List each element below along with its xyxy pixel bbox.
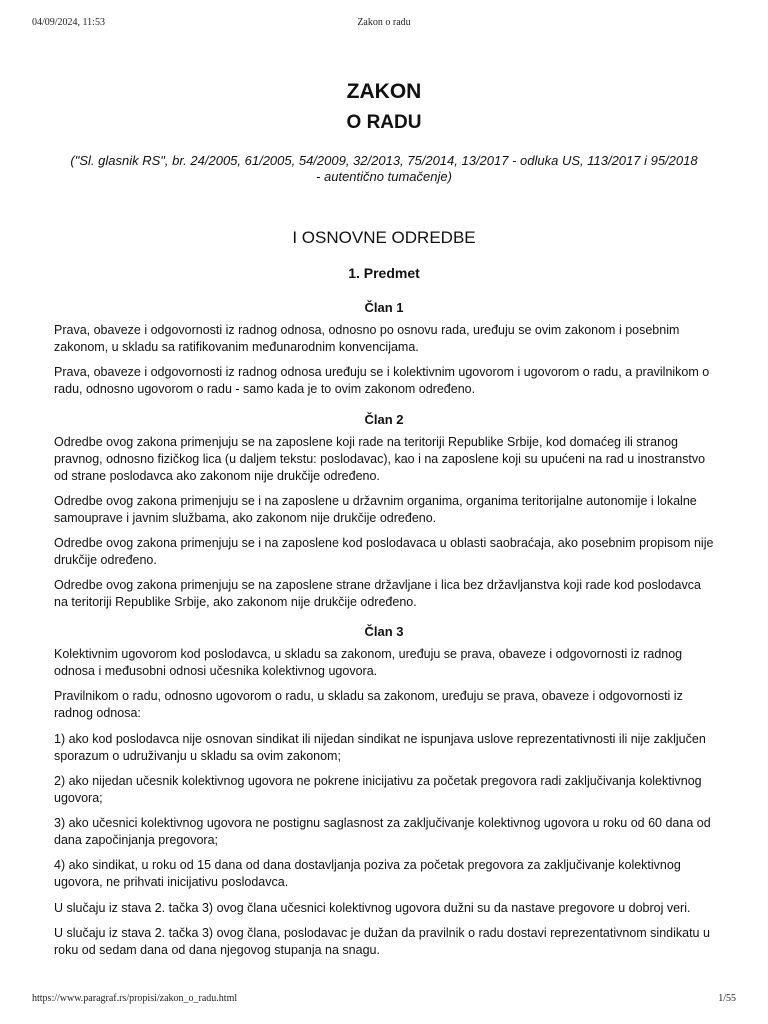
paragraph: Prava, obaveze i odgovornosti iz radnog odnosa, odnosno po osnovu rada, uređuju se ovim zakonom i posebnim zakonom, u skladu sa ratifikovanim međunarodnim konvencijama.: [54, 323, 680, 354]
page-number: 1/55: [718, 993, 736, 1004]
list-item: 2) ako nijedan učesnik kolektivnog ugovora ne pokrene inicijativu za početak pregovora radi zaključivanja kolektivnog ugovora;: [54, 774, 702, 805]
paragraph: U slučaju iz stava 2. tačka 3) ovog člana učesnici kolektivnog ugovora dužni su da nastave pregovore u dobroj veri.: [54, 901, 691, 915]
paragraph: Odredbe ovog zakona primenjuju se na zaposlene strane državljane i lica bez državljanstva koji rade kod poslodavca na teritoriji Republike Srbije, ako zakonom nije drukčije određeno.: [54, 578, 701, 609]
paragraph: Odredbe ovog zakona primenjuju se na zaposlene koji rade na teritoriji Republike Srbije, kod domaćeg ili stranog pravnog, odnosno fizičkog lica (u daljem tekstu: poslodavac), kao i na zaposlene koji su upućeni na rad u inostranstvo od strane poslodavca ako zakonom nije drukčije određeno.: [54, 435, 706, 483]
article-heading-2: Član 2: [364, 412, 404, 427]
paragraph: Odredbe ovog zakona primenjuju se i na zaposlene u državnim organima, organima teritorijalne autonomije i lokalne samouprave i javnim službama, ako zakonom nije drukčije određeno.: [54, 494, 697, 525]
section-heading: I OSNOVNE ODREDBE: [292, 228, 476, 247]
print-footer: [32, 993, 736, 1007]
source-url: https://www.paragraf.rs/propisi/zakon_o_radu.html: [32, 993, 238, 1004]
paragraph: Prava, obaveze i odgovornosti iz radnog odnosa uređuju se i kolektivnim ugovorom i ugovorom o radu, a pravilnikom o radu, odnosno ugovorom o radu - samo kada je to ovim zakonom određeno.: [54, 365, 710, 396]
paragraph: Pravilnikom o radu, odnosno ugovorom o radu, u skladu sa zakonom, uređuju se prava, obaveze i odgovornosti iz radnog odnosa:: [54, 689, 683, 720]
document-title: ZAKON: [346, 80, 422, 103]
article-heading-1: Član 1: [364, 300, 404, 315]
gazette-reference: [54, 153, 714, 185]
article-heading-3: Član 3: [364, 624, 404, 639]
print-datetime: 04/09/2024, 11:53: [32, 17, 105, 28]
print-page-title: Zakon o radu: [357, 17, 411, 28]
list-item: 4) ako sindikat, u roku od 15 dana od dana dostavljanja poziva za početak pregovora za zaključivanje kolektivnog ugovora, ne prihvati inicijativu poslodavca.: [54, 858, 681, 889]
print-header: [32, 17, 736, 31]
gazette-line-2: - autentično tumačenje): [316, 169, 452, 184]
list-item: 3) ako učesnici kolektivnog ugovora ne postignu saglasnost za zaključivanje kolektivnog ugovora u roku od 60 dana od dana započinjanja pregovora;: [54, 816, 711, 847]
paragraph: Kolektivnim ugovorom kod poslodavca, u skladu sa zakonom, uređuju se prava, obaveze i odgovornosti iz radnog odnosa i međusobni odnosi učesnika kolektivnog ugovora.: [54, 647, 683, 678]
paragraph: Odredbe ovog zakona primenjuju se i na zaposlene kod poslodavaca u oblasti saobraćaja, ako posebnim propisom nije drukčije određeno.: [54, 536, 714, 567]
sub-heading: 1. Predmet: [348, 265, 420, 281]
document-subtitle: O RADU: [346, 112, 422, 133]
paragraph: U slučaju iz stava 2. tačka 3) ovog člana, poslodavac je dužan da pravilnik o radu dostavi reprezentativnom sindikatu u roku od sedam dana od dana njegovog stupanja na snagu.: [54, 926, 710, 957]
gazette-line-1: ("Sl. glasnik RS", br. 24/2005, 61/2005, 54/2009, 32/2013, 75/2014, 13/2017 - odluka US, 113/2017 i 95/2018: [70, 153, 698, 168]
list-item: 1) ako kod poslodavca nije osnovan sindikat ili nijedan sindikat ne ispunjava uslove reprezentativnosti ili nije zaključen sporazum o udruživanju u skladu sa ovim zakonom;: [54, 732, 706, 763]
